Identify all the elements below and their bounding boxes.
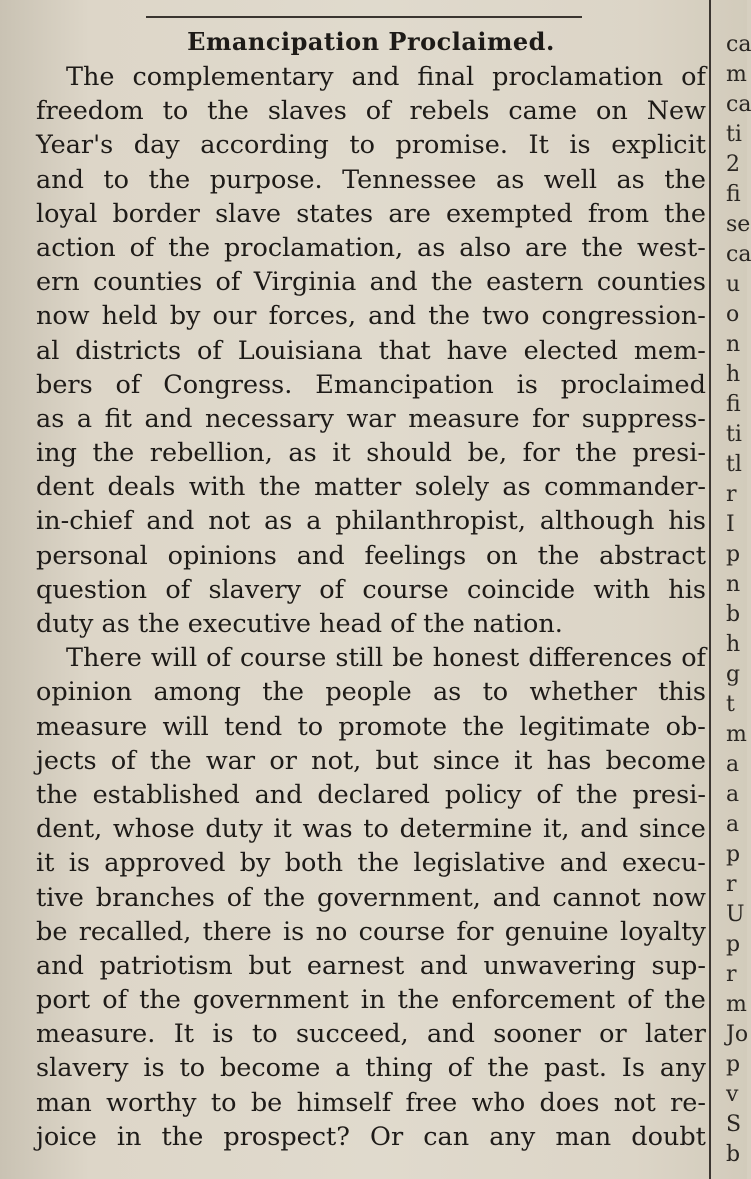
neighbor-fragment: h bbox=[726, 632, 741, 657]
article-line: the established and declared policy of the presi- bbox=[36, 779, 706, 810]
article-line: question of slavery of course coincide with his bbox=[36, 574, 706, 605]
neighbor-fragment: tl bbox=[726, 452, 742, 477]
neighbor-fragment: ca bbox=[726, 242, 751, 267]
neighbor-fragment: ca bbox=[726, 92, 751, 117]
neighbor-fragment: p bbox=[726, 1052, 741, 1077]
neighbor-fragment: fi bbox=[726, 392, 741, 417]
neighbor-fragment: n bbox=[726, 332, 741, 357]
neighbor-fragment: o bbox=[726, 302, 740, 327]
article-line: joice in the prospect? Or can any man doubt bbox=[36, 1121, 706, 1152]
article-line: The complementary and final proclamation of bbox=[66, 62, 706, 92]
article-line: opinion among the people as to whether this bbox=[36, 677, 706, 708]
article-line: al districts of Louisiana that have elected mem- bbox=[36, 335, 706, 366]
article-paragraph bbox=[36, 60, 706, 641]
neighbor-fragment: r bbox=[726, 482, 737, 507]
neighbor-fragment: S bbox=[726, 1112, 742, 1137]
article-line: in-chief and not as a philanthropist, although his bbox=[36, 506, 706, 537]
neighbor-fragment: fi bbox=[726, 182, 741, 207]
article-line: and to the purpose. Tennessee as well as the bbox=[36, 164, 706, 195]
neighbor-fragment: ti bbox=[726, 122, 742, 147]
article-line: personal opinions and feelings on the abstract bbox=[36, 540, 706, 571]
article-line: be recalled, there is no course for genuine loyalty bbox=[36, 916, 706, 947]
article-line: bers of Congress. Emancipation is proclaimed bbox=[36, 369, 706, 400]
neighbor-fragment: n bbox=[726, 572, 741, 597]
article-line: it is approved by both the legislative and execu- bbox=[36, 848, 706, 879]
article-line: now held by our forces, and the two congression- bbox=[36, 301, 706, 332]
article-line: freedom to the slaves of rebels came on New bbox=[36, 96, 706, 127]
neighbor-fragment: p bbox=[726, 542, 741, 567]
article-line: action of the proclamation, as also are the west- bbox=[36, 232, 706, 263]
neighbor-fragment: U bbox=[726, 902, 745, 927]
neighbor-fragment: b bbox=[726, 1142, 741, 1167]
neighbor-fragment: v bbox=[726, 1082, 739, 1107]
neighbor-fragment: m bbox=[726, 992, 747, 1017]
neighbor-fragment: p bbox=[726, 932, 741, 957]
neighbor-fragment: g bbox=[726, 662, 741, 687]
neighbor-fragment: se bbox=[726, 212, 751, 237]
article-line: slavery is to become a thing of the past. Is any bbox=[36, 1053, 706, 1084]
article-line: measure. It is to succeed, and sooner or later bbox=[36, 1019, 706, 1050]
top-rule bbox=[146, 16, 582, 18]
neighbor-fragment: r bbox=[726, 872, 737, 897]
neighbor-fragment: u bbox=[726, 272, 741, 297]
article-line: port of the government in the enforcement of the bbox=[36, 985, 706, 1016]
neighbor-fragment: m bbox=[726, 722, 747, 747]
article-line: as a fit and necessary war measure for suppress- bbox=[36, 403, 706, 434]
neighbor-fragment: Jo bbox=[726, 1022, 749, 1047]
neighbor-fragment: t bbox=[726, 692, 735, 717]
article-line: dent deals with the matter solely as commander- bbox=[36, 472, 706, 503]
article-line: dent, whose duty it was to determine it, and since bbox=[36, 814, 706, 845]
article-line: duty as the executive head of the nation. bbox=[36, 609, 563, 639]
neighbor-fragment: I bbox=[726, 512, 735, 537]
neighbor-column-fragments bbox=[722, 0, 751, 1179]
article-line: tive branches of the government, and cannot now bbox=[36, 882, 706, 913]
neighbor-fragment: a bbox=[726, 752, 740, 777]
article-line: ing the rebellion, as it should be, for the presi- bbox=[36, 438, 706, 469]
article-line: ern counties of Virginia and the eastern counties bbox=[36, 267, 706, 298]
article-line: measure will tend to promote the legitimate ob- bbox=[36, 711, 706, 742]
article-paragraph bbox=[36, 641, 706, 1154]
article-line: jects of the war or not, but since it has become bbox=[36, 745, 706, 776]
neighbor-fragment: a bbox=[726, 782, 740, 807]
neighbor-fragment: h bbox=[726, 362, 741, 387]
neighbor-fragment: 2 bbox=[726, 152, 740, 177]
article-line: loyal border slave states are exempted from the bbox=[36, 198, 706, 229]
neighbor-fragment: a bbox=[726, 812, 740, 837]
neighbor-fragment: b bbox=[726, 602, 741, 627]
neighbor-fragment: r bbox=[726, 962, 737, 987]
article-body bbox=[36, 60, 706, 1154]
article-line: Year's day according to promise. It is explicit bbox=[36, 130, 706, 161]
neighbor-fragment: ti bbox=[726, 422, 742, 447]
column-rule bbox=[709, 0, 711, 1179]
article-headline: Emancipation Proclaimed. bbox=[187, 27, 555, 56]
neighbor-fragment: p bbox=[726, 842, 741, 867]
neighbor-fragment: m bbox=[726, 62, 747, 87]
neighbor-fragment: ca bbox=[726, 32, 751, 57]
article-column bbox=[36, 28, 706, 1154]
article-line: man worthy to be himself free who does not re- bbox=[36, 1087, 706, 1118]
article-line: and patriotism but earnest and unwavering sup- bbox=[36, 950, 706, 981]
article-line: There will of course still be honest differences of bbox=[66, 643, 706, 674]
